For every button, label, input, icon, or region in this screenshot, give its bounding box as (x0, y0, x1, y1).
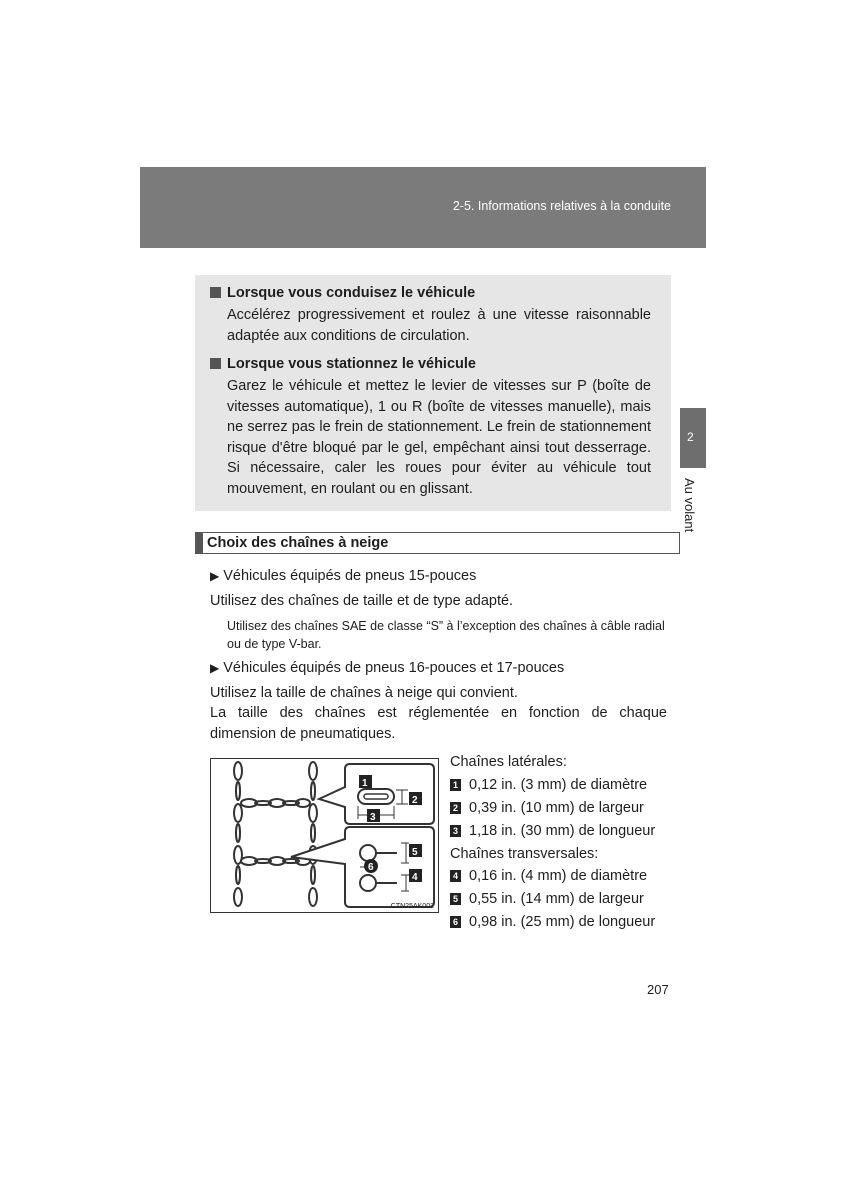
chapter-title: 2-5. Informations relatives à la conduite (452, 199, 671, 213)
svg-text:4: 4 (412, 872, 418, 883)
figure-code: CTN25AK002 (390, 903, 434, 910)
page-number: 207 (647, 982, 669, 997)
square-bullet-icon (210, 358, 221, 369)
number-3-icon: 3 (450, 825, 461, 837)
spec-item: 4 0,16 in. (4 mm) de diamètre (450, 868, 647, 884)
chapter-tab (680, 408, 706, 468)
bullet-16-17-inch: ▶ Véhicules équipés de pneus 16-pouces et 17-pouces (210, 660, 565, 676)
box-heading-driving: Lorsque vous conduisez le véhicule (210, 285, 475, 301)
side-chain-right (309, 762, 317, 906)
number-4-icon: 4 (450, 870, 461, 882)
triangle-bullet-icon: ▶ (210, 661, 220, 675)
number-6-icon: 6 (450, 916, 461, 928)
spec-item: 2 0,39 in. (10 mm) de largeur (450, 800, 644, 816)
box-heading-parking: Lorsque vous stationnez le véhicule (210, 356, 476, 372)
triangle-bullet-icon: ▶ (210, 569, 220, 583)
spec-item: 5 0,55 in. (14 mm) de largeur (450, 891, 644, 907)
spec-item: 3 1,18 in. (30 mm) de longueur (450, 823, 655, 839)
svg-text:6: 6 (368, 862, 374, 873)
number-2-icon: 2 (450, 802, 461, 814)
box-paragraph-parking: Garez le véhicule et mettez le levier de vitesses sur P (boîte de vitesses automatique), 1 ou R (boîte de vitesses manuelle), mais ne serrez pas le frein de stationnement. Le frein de stationnement risque d'être bloqué par le gel, empêchant ainsi tout desserrage. Si nécessaire, caler les roues pour éviter au véhicule tout mouvement, en roulant ou en glissant. (227, 378, 651, 497)
number-5-icon: 5 (450, 893, 461, 905)
note-sae-class: Utilisez des chaînes SAE de classe “S” à l’exception des chaînes à câble radial ou de type V-bar. (227, 619, 665, 651)
cross-chain-top (241, 799, 310, 807)
spec-item: 6 0,98 in. (25 mm) de longueur (450, 914, 655, 930)
section-title: Choix des chaînes à neige (195, 532, 680, 554)
text-chain-regulation: La taille des chaînes est réglementée en fonction de chaque dimension de pneumatiques. (210, 705, 667, 742)
spec-item: 1 0,12 in. (3 mm) de diamètre (450, 777, 647, 793)
chapter-tab-number: 2 (687, 430, 694, 444)
side-chain-left (234, 762, 242, 906)
svg-text:3: 3 (370, 812, 376, 823)
snow-chain-illustration (210, 758, 439, 913)
box-paragraph-driving: Accélérez progressivement et roulez à une vitesse raisonnable adaptée aux conditions de circulation. (227, 307, 651, 344)
svg-text:1: 1 (362, 778, 368, 789)
lateral-chains-title: Chaînes latérales: (450, 754, 567, 770)
bullet-15-inch: ▶ Véhicules équipés de pneus 15-pouces (210, 568, 477, 584)
chapter-tab-label: Au volant (682, 478, 697, 533)
square-bullet-icon (210, 287, 221, 298)
transverse-chains-title: Chaînes transversales: (450, 846, 599, 862)
number-1-icon: 1 (450, 779, 461, 791)
text-chain-size-15: Utilisez des chaînes de taille et de type adapté. (210, 593, 514, 609)
info-box (195, 275, 671, 511)
chapter-header (140, 167, 706, 248)
svg-text:5: 5 (412, 847, 418, 858)
text-chain-size-16: Utilisez la taille de chaînes à neige qui convient. (210, 685, 518, 701)
snow-chain-drawing (211, 759, 438, 912)
svg-text:2: 2 (412, 795, 418, 806)
